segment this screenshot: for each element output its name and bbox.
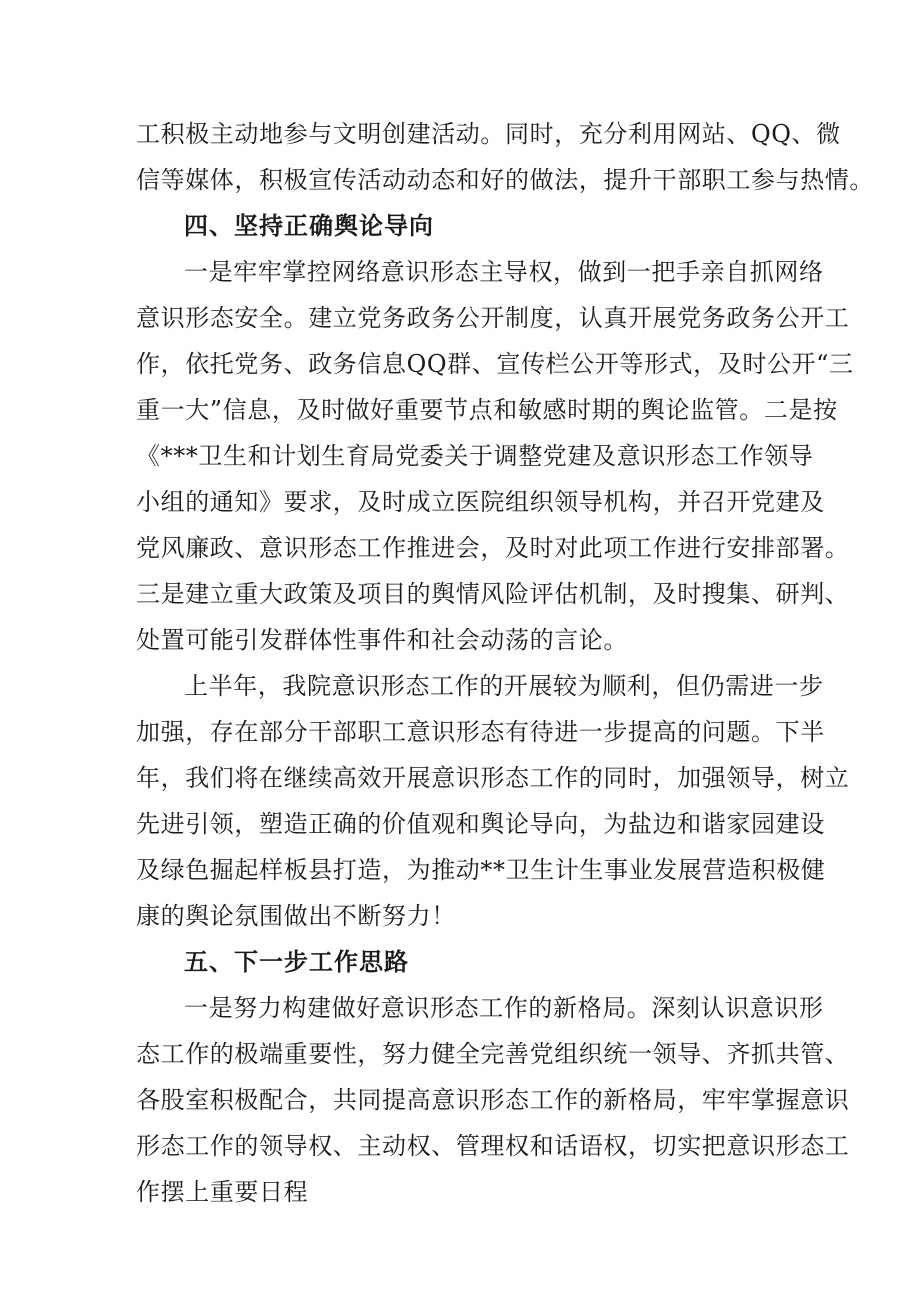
section-heading-5: 五、下一步工作思路 — [184, 948, 409, 976]
paragraph-4-line-5: 作摆上重要日程 — [136, 1178, 309, 1206]
paragraph-2-line-5: 《***卫生和计划生育局党委关于调整党建及意识形态工作领导 — [136, 442, 814, 470]
paragraph-2-line-8: 三是建立重大政策及项目的舆情风险评估机制，及时搜集、研判、 — [136, 580, 850, 608]
paragraph-3-line-4: 先进引领，塑造正确的价值观和舆论导向，为盐边和谐家园建设 — [136, 810, 825, 838]
paragraph-3-line-6: 康的舆论氛围做出不断努力！ — [136, 902, 456, 930]
paragraph-3-line-2: 加强，存在部分干部职工意识形态有待进一步提高的问题。下半 — [136, 718, 825, 746]
paragraph-1-line-2: 信等媒体，积极宣传活动动态和好的做法，提升干部职工参与热情。 — [136, 166, 874, 194]
paragraph-4-line-2: 态工作的极端重要性，努力健全完善党组织统一领导、齐抓共管、 — [136, 1040, 850, 1068]
paragraph-2-line-3: 作，依托党务、政务信息QQ群、宣传栏公开等形式，及时公开“三 — [136, 350, 854, 378]
paragraph-2-line-1: 一是牢牢掌控网络意识形态主导权，做到一把手亲自抓网络 — [184, 258, 824, 286]
paragraph-2-line-4: 重一大”信息，及时做好重要节点和敏感时期的舆论监管。二是按 — [136, 396, 838, 424]
paragraph-2-line-9: 处置可能引发群体性事件和社会动荡的言论。 — [136, 626, 628, 654]
paragraph-2-line-7: 党风廉政、意识形态工作推进会，及时对此项工作进行安排部署。 — [136, 534, 850, 562]
paragraph-4-line-3: 各股室积极配合，共同提高意识形态工作的新格局，牢牢掌握意识 — [136, 1086, 850, 1114]
paragraph-4-line-1: 一是努力构建做好意识形态工作的新格局。深刻认识意识形 — [184, 994, 824, 1022]
paragraph-2-line-2: 意识形态安全。建立党务政务公开制度，认真开展党务政务公开工 — [136, 304, 850, 332]
paragraph-2-line-6: 小组的通知》要求，及时成立医院组织领导机构，并召开党建及 — [136, 488, 825, 516]
paragraph-4-line-4: 形态工作的领导权、主动权、管理权和话语权，切实把意识形态工 — [136, 1132, 850, 1160]
section-heading-4: 四、坚持正确舆论导向 — [184, 212, 434, 240]
paragraph-3-line-3: 年，我们将在继续高效开展意识形态工作的同时，加强领导，树立 — [136, 764, 850, 792]
paragraph-3-line-1: 上半年，我院意识形态工作的开展较为顺利，但仍需进一步 — [184, 672, 824, 700]
paragraph-3-line-5: 及绿色掘起样板县打造，为推动**卫生计生事业发展营造积极健 — [136, 856, 826, 884]
paragraph-1-line-1: 工积极主动地参与文明创建活动。同时，充分利用网站、QQ、微 — [136, 120, 841, 148]
